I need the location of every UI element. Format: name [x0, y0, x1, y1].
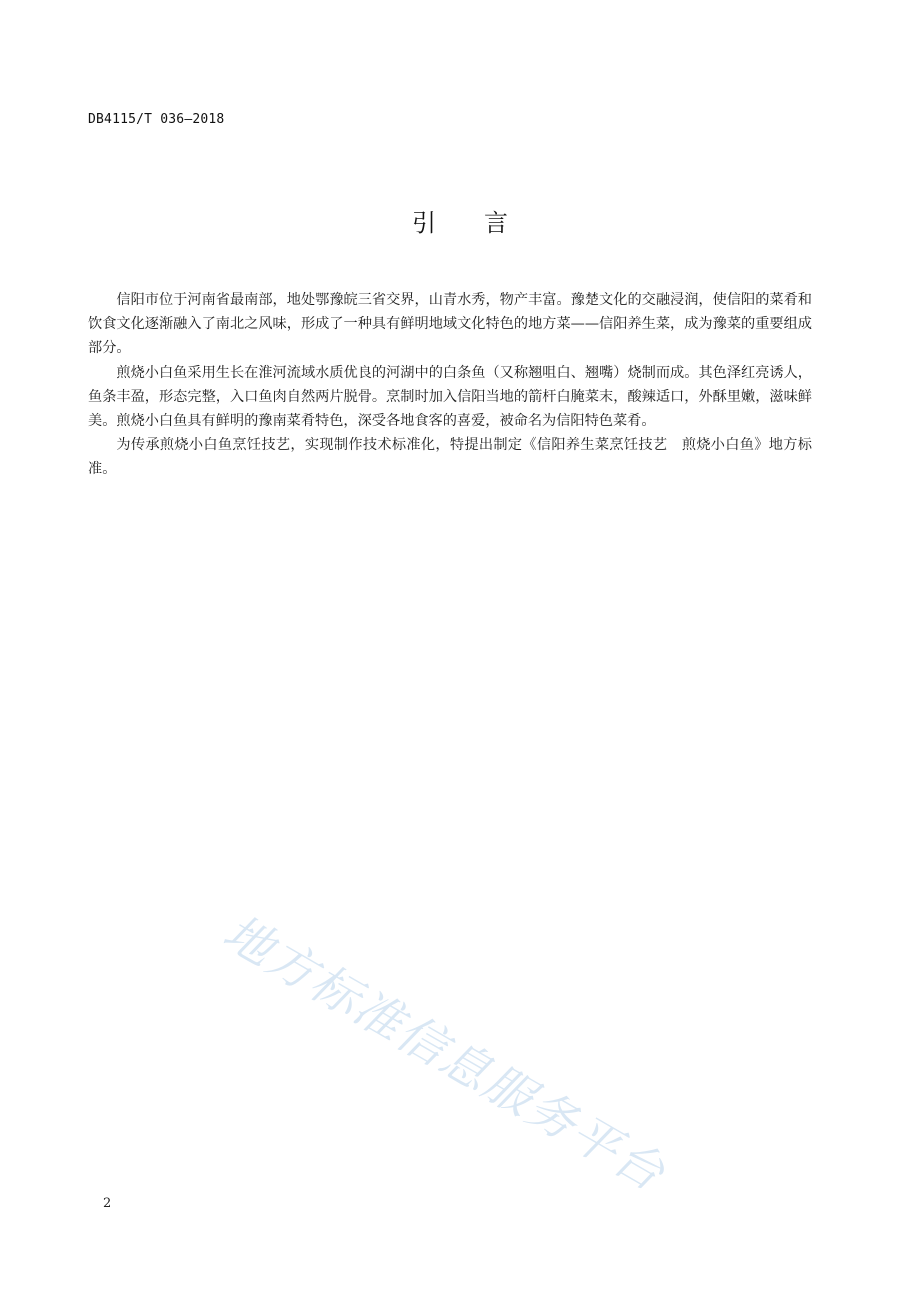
introduction-body	[88, 288, 812, 482]
document-code: DB4115/T 036—2018	[88, 112, 225, 127]
paragraph-3: 为传承煎烧小白鱼烹饪技艺，实现制作技术标准化，特提出制定《信阳养生菜烹饪技艺 煎烧小白鱼》地方标准。	[88, 437, 812, 478]
section-title: 引言	[412, 209, 556, 237]
paragraph-2: 煎烧小白鱼采用生长在淮河流域水质优良的河湖中的白条鱼（又称翘咀白、翘嘴）烧制而成。其色泽红亮诱人，鱼条丰盈，形态完整，入口鱼肉自然两片脱骨。烹制时加入信阳当地的箭杆白腌菜末，酸辣适口，外酥里嫩，滋味鲜美。煎烧小白鱼具有鲜明的豫南菜肴特色，深受各地食客的喜爱，被命名为信阳特色菜肴。	[88, 364, 812, 430]
watermark: 地方标准信息服务平台	[213, 904, 675, 1203]
page-number: 2	[103, 1196, 112, 1211]
paragraph-1: 信阳市位于河南省最南部，地处鄂豫皖三省交界，山青水秀，物产丰富。豫楚文化的交融浸润，使信阳的菜肴和饮食文化逐渐融入了南北之风味，形成了一种具有鲜明地域文化特色的地方菜——信阳养生菜，成为豫菜的重要组成部分。	[88, 292, 812, 357]
